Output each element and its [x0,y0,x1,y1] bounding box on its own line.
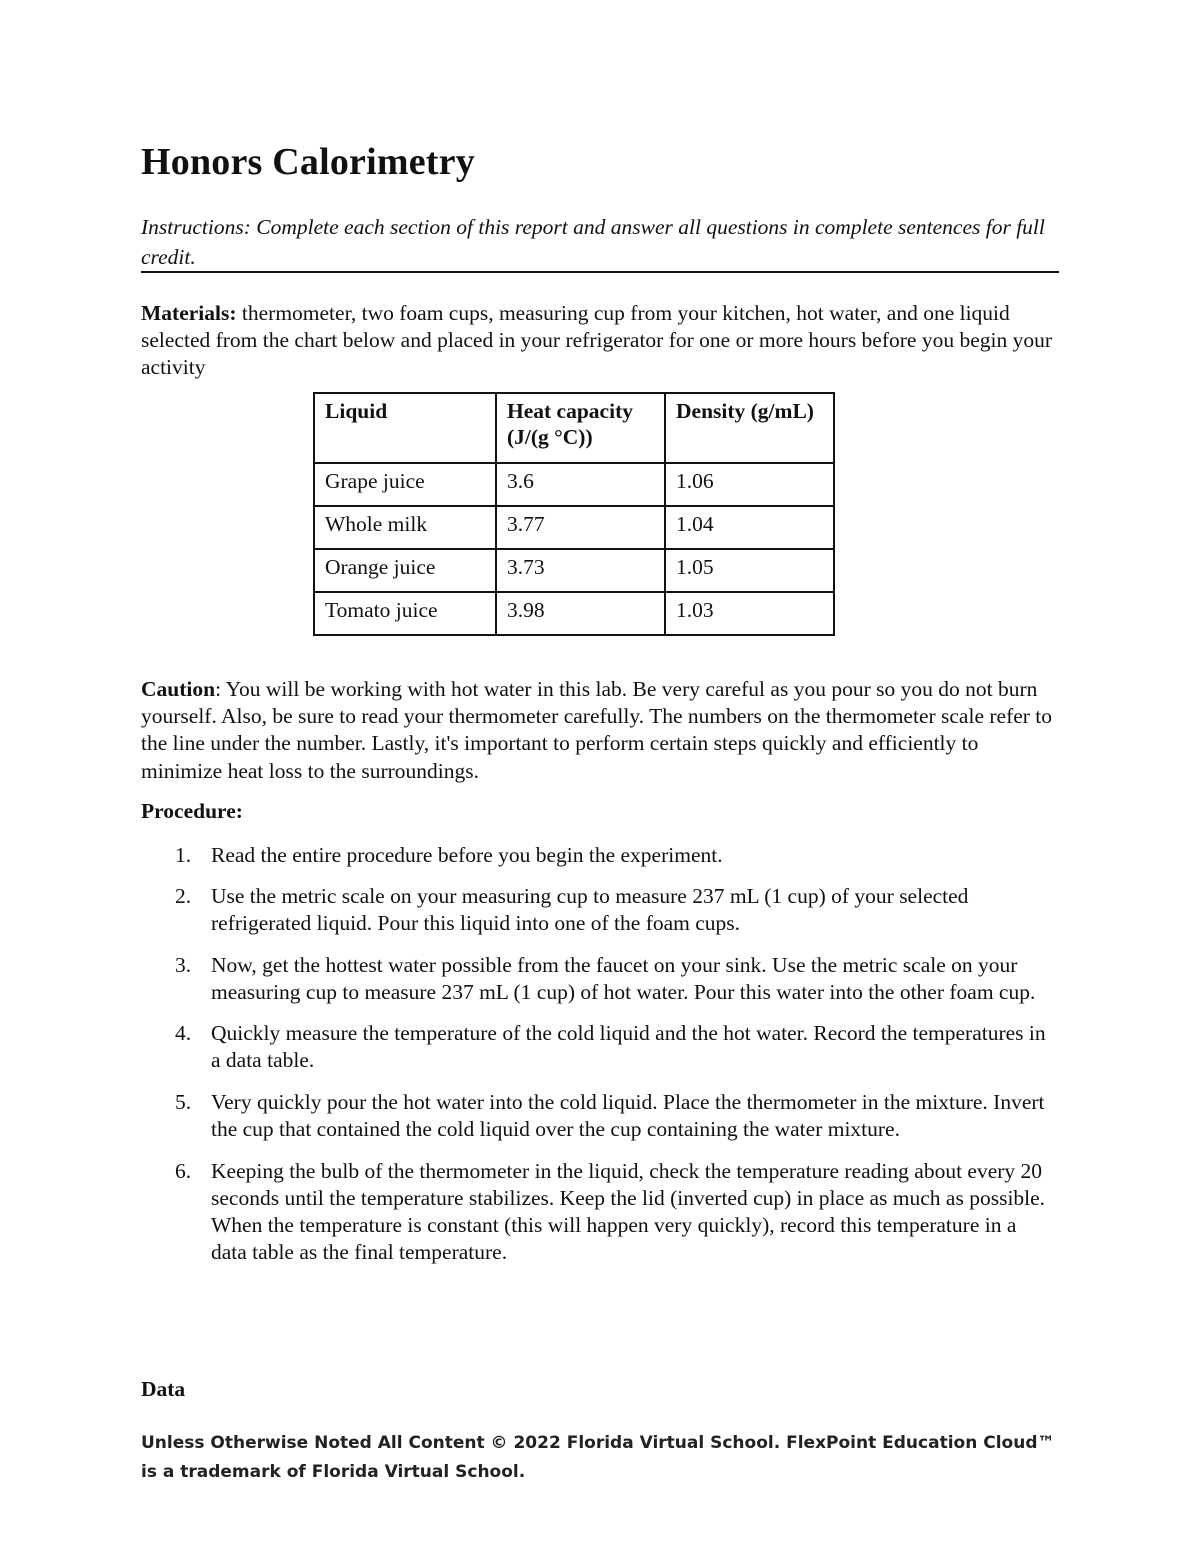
materials-paragraph [141,300,1059,381]
cell-liquid: Tomato juice [314,592,496,635]
step-text: Keeping the bulb of the thermometer in the liquid, check the temperature reading about every 20 seconds until the temperature stabilizes. Keep the lid (inverted cup) in place as much as possible. When the temperature is constant (this will happen very quickly), record this temperature in a data table as the final temperature. [211,1159,1046,1264]
cell-heat-capacity: 3.73 [496,549,665,592]
caution-label: Caution [141,677,216,701]
list-item [141,1089,1059,1143]
header-heat-capacity: Heat capacity (J/(g °C)) [496,393,665,463]
step-number: 1. [175,843,192,867]
caution-paragraph [141,676,1059,785]
cell-liquid: Orange juice [314,549,496,592]
header-density: Density (g/mL) [665,393,834,463]
table-row [314,549,834,592]
liquids-table [313,392,835,636]
cell-liquid: Grape juice [314,463,496,506]
cell-density: 1.03 [665,592,834,635]
list-item [141,842,1059,869]
cell-density: 1.05 [665,549,834,592]
cell-heat-capacity: 3.6 [496,463,665,506]
instructions-text: Instructions: Complete each section of this report and answer all questions in complete sentences for full credit. [141,215,1045,269]
header-liquid: Liquid [314,393,496,463]
caution-text: : You will be working with hot water in this lab. Be very careful as you pour so you do not burn yourself. Also, be sure to read your thermometer carefully. The numbers on the thermometer scale refer to the line under the number. Lastly, it's important to perform certain steps quickly and efficiently to minimize heat loss to the surroundings. [141,677,1053,783]
step-number: 3. [175,953,192,977]
cell-heat-capacity: 3.77 [496,506,665,549]
procedure-heading: Procedure: [141,799,243,823]
step-number: 6. [175,1159,192,1183]
table-header-row [314,393,834,463]
materials-text: thermometer, two foam cups, measuring cup from your kitchen, hot water, and one liquid selected from the chart below and placed in your refrigerator for one or more hours before you begin your activity [141,301,1053,379]
table-row [314,463,834,506]
list-item [141,952,1059,1006]
heading-divider [141,271,1059,273]
page-title: Honors Calorimetry [141,141,475,183]
table-row [314,592,834,635]
step-text: Very quickly pour the hot water into the cold liquid. Place the thermometer in the mixture. Invert the cup that contained the cold liquid over the cup containing the water mixture. [211,1090,1045,1141]
list-item [141,883,1059,937]
step-text: Now, get the hottest water possible from the faucet on your sink. Use the metric scale on your measuring cup to measure 237 mL (1 cup) of hot water. Pour this water into the other foam cup. [211,953,1036,1004]
materials-label: Materials: [141,301,237,325]
step-text: Read the entire procedure before you begin the experiment. [211,843,723,867]
procedure-steps [141,842,1059,1266]
step-number: 4. [175,1021,192,1045]
cell-density: 1.06 [665,463,834,506]
step-text: Use the metric scale on your measuring cup to measure 237 mL (1 cup) of your selected refrigerated liquid. Pour this liquid into one of the foam cups. [211,884,969,935]
copyright-footer: Unless Otherwise Noted All Content © 2022 Florida Virtual School. FlexPoint Education Cloud™ is a trademark of Florida Virtual School. [141,1433,1055,1482]
table-row [314,506,834,549]
list-item [141,1020,1059,1074]
step-number: 5. [175,1090,192,1114]
cell-heat-capacity: 3.98 [496,592,665,635]
list-item [141,1158,1059,1266]
data-heading: Data [141,1377,186,1401]
cell-density: 1.04 [665,506,834,549]
cell-liquid: Whole milk [314,506,496,549]
step-number: 2. [175,884,192,908]
step-text: Quickly measure the temperature of the cold liquid and the hot water. Record the temperatures in a data table. [211,1021,1046,1072]
